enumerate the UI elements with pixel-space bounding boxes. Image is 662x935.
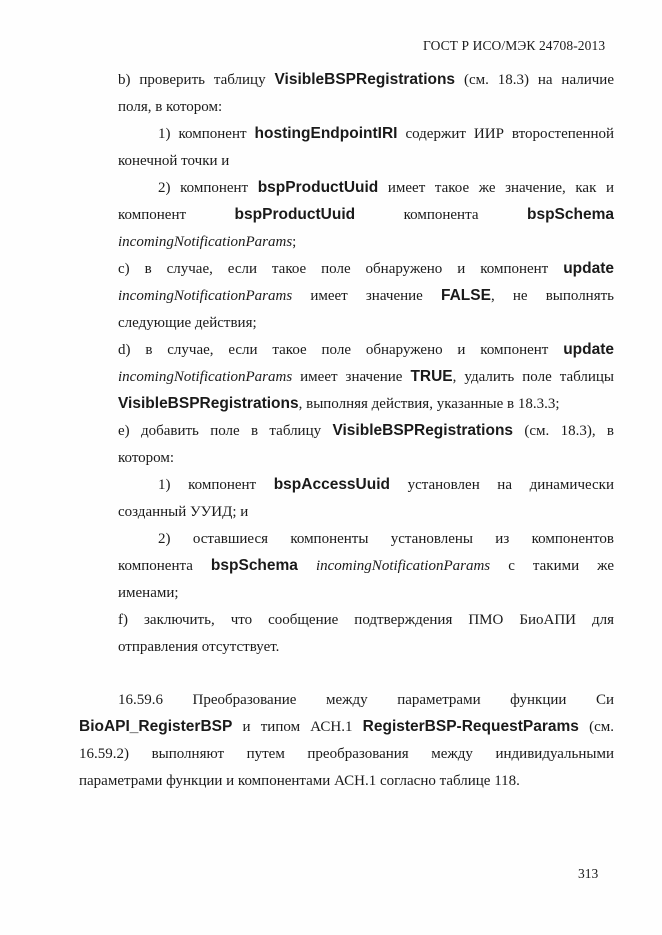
text-line-s3 [79, 745, 614, 763]
text-run: поля, в котором: [118, 99, 223, 115]
text-line-e2 [118, 449, 614, 467]
text-run: (см. 18.3) на наличие [455, 72, 614, 88]
text-line-s4 [79, 772, 614, 790]
code-identifier: BioAPI_RegisterBSP [79, 718, 233, 735]
text-run: c) в случае, если такое поле обнаружено и компонент [118, 261, 564, 277]
text-run: компонента [355, 207, 527, 223]
text-line-b3 [158, 125, 614, 143]
document-header-id: ГОСТ Р ИСО/МЭК 24708-2013 [423, 38, 606, 53]
italic-term: incomingNotificationParams [118, 369, 293, 385]
text-line-c2 [118, 287, 614, 305]
text-line-s2 [79, 718, 614, 736]
text-run: 2) компонент [158, 180, 258, 196]
text-line-c1 [118, 260, 614, 278]
text-run: следующие действия; [118, 315, 257, 331]
text-run: , выполняя действия, указанные в 18.3.3; [298, 396, 560, 412]
text-run: с такими же [490, 558, 614, 574]
code-identifier: VisibleBSPRegistrations [274, 71, 456, 88]
text-line-e7 [118, 584, 614, 602]
code-identifier: RegisterBSP-RequestParams [362, 718, 579, 735]
text-line-d3 [118, 395, 614, 413]
text-line-f2 [118, 638, 614, 656]
text-run: котором: [118, 450, 175, 466]
text-run: 1) компонент [158, 126, 255, 142]
text-line-d2 [118, 368, 614, 386]
text-run: содержит ИИР второстепенной [397, 126, 614, 142]
code-identifier: VisibleBSPRegistrations [118, 395, 299, 412]
code-identifier: update [563, 260, 614, 277]
text-run: b) проверить таблицу [118, 72, 275, 88]
page-number: 313 [578, 866, 599, 881]
text-run: и типом АСН.1 [232, 719, 363, 735]
text-line-c3 [118, 314, 614, 332]
text-line-e1 [118, 422, 614, 440]
text-run: именами; [118, 585, 179, 601]
text-line-e5 [158, 530, 614, 548]
text-run: d) в случае, если такое поле обнаружено и компонент [118, 342, 564, 358]
text-run: (см. 18.3), в [513, 423, 614, 439]
text-line-b5 [158, 179, 614, 197]
text-run: параметрами функции и компонентами АСН.1 согласно таблице 118. [79, 773, 520, 789]
text-run: e) добавить поле в таблицу [118, 423, 333, 439]
text-line-b2 [118, 98, 614, 116]
text-run: 16.59.6 Преобразование между параметрами функции Си [118, 692, 614, 708]
text-line-s1 [118, 691, 614, 709]
text-run [298, 558, 316, 574]
text-line-b4 [118, 152, 614, 170]
code-identifier: bspSchema [210, 557, 298, 574]
text-run: 16.59.2) выполняют путем преобразования между индивидуальными [79, 746, 614, 762]
code-identifier: bspProductUuid [234, 206, 356, 223]
text-run: конечной точки и [118, 153, 230, 169]
code-identifier: update [563, 341, 614, 358]
text-run: 1) компонент [158, 477, 274, 493]
text-run: компонента [118, 558, 211, 574]
text-run: f) заключить, что сообщение подтверждения ПМО БиоАПИ для [118, 612, 614, 628]
text-run: отправления отсутствует. [118, 639, 280, 655]
text-run: имеет значение [292, 369, 411, 385]
text-run: имеет такое же значение, как и [378, 180, 614, 196]
text-line-e4 [118, 503, 614, 521]
text-run: , удалить поле таблицы [452, 369, 614, 385]
text-line-d1 [118, 341, 614, 359]
text-line-b6 [118, 206, 614, 224]
text-run: ; [292, 234, 297, 250]
text-run: имеет значение [292, 288, 441, 304]
code-identifier: TRUE [410, 368, 453, 385]
code-identifier: VisibleBSPRegistrations [332, 422, 514, 439]
text-run: компонент [118, 207, 235, 223]
code-identifier: bspProductUuid [257, 179, 379, 196]
text-line-b1 [118, 71, 614, 89]
code-identifier: bspSchema [527, 206, 615, 223]
text-line-b7 [118, 233, 614, 251]
code-identifier: FALSE [440, 287, 491, 304]
italic-term: incomingNotificationParams [315, 558, 491, 574]
text-run: (см. [578, 719, 614, 735]
text-line-e3 [158, 476, 614, 494]
code-identifier: bspAccessUuid [273, 476, 390, 493]
text-line-e6 [118, 557, 614, 575]
text-run: 2) оставшиеся компоненты установлены из компонентов [158, 531, 614, 547]
italic-term: incomingNotificationParams [118, 288, 293, 304]
italic-term: incomingNotificationParams [118, 234, 293, 250]
text-line-f1 [118, 611, 614, 629]
text-run: , не выполнять [490, 288, 614, 304]
text-run: созданный УУИД; и [118, 504, 249, 520]
code-identifier: hostingEndpointIRI [254, 125, 398, 142]
text-run: установлен на динамически [390, 477, 614, 493]
